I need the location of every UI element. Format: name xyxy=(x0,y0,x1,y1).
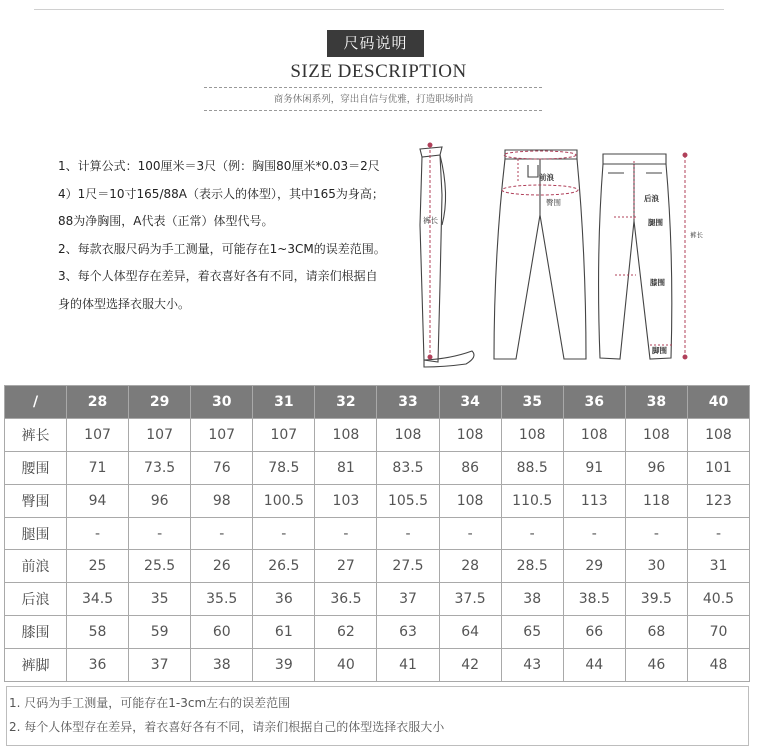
table-cell: 27 xyxy=(315,550,377,583)
table-cell: 71 xyxy=(67,451,129,484)
table-cell: 25.5 xyxy=(129,550,191,583)
table-cell: 31 xyxy=(687,550,749,583)
size-table xyxy=(4,385,750,682)
table-cell: 41 xyxy=(377,649,439,682)
table-cell: 61 xyxy=(253,616,315,649)
label-hip: 臀围 xyxy=(546,198,561,207)
table-cell: 36 xyxy=(67,649,129,682)
table-cell: 98 xyxy=(191,484,253,517)
table-cell: 46 xyxy=(625,649,687,682)
table-cell: 108 xyxy=(439,484,501,517)
table-cell: 42 xyxy=(439,649,501,682)
table-cell: 73.5 xyxy=(129,451,191,484)
table-cell: 28.5 xyxy=(501,550,563,583)
table-cell: - xyxy=(377,517,439,550)
table-cell: 62 xyxy=(315,616,377,649)
table-cell: 39 xyxy=(253,649,315,682)
table-cell: 118 xyxy=(625,484,687,517)
table-cell: 110.5 xyxy=(501,484,563,517)
table-cell: 76 xyxy=(191,451,253,484)
subtitle-divider-bottom xyxy=(204,110,542,111)
table-cell: 96 xyxy=(129,484,191,517)
table-cell: 91 xyxy=(563,451,625,484)
table-cell: 37 xyxy=(377,583,439,616)
table-cell: - xyxy=(253,517,315,550)
table-row xyxy=(5,550,750,583)
table-cell: 101 xyxy=(687,451,749,484)
table-cell: 107 xyxy=(67,418,129,451)
table-cell: 26.5 xyxy=(253,550,315,583)
corner-cell: / xyxy=(5,386,67,419)
row-label: 前浪 xyxy=(5,550,67,583)
table-cell: 108 xyxy=(315,418,377,451)
footnotes xyxy=(6,686,749,746)
table-cell: 68 xyxy=(625,616,687,649)
label-thigh: 腿围 xyxy=(648,218,663,227)
table-cell: 108 xyxy=(377,418,439,451)
table-cell: 34.5 xyxy=(67,583,129,616)
size-header: 38 xyxy=(625,386,687,419)
note-line: 1、计算公式：100厘米＝3尺（例：胸围80厘米*0.03＝2尺 xyxy=(58,159,380,173)
table-cell: 66 xyxy=(563,616,625,649)
row-label: 腿围 xyxy=(5,517,67,550)
table-cell: 36.5 xyxy=(315,583,377,616)
table-cell: 107 xyxy=(253,418,315,451)
table-cell: 58 xyxy=(67,616,129,649)
table-cell: 81 xyxy=(315,451,377,484)
size-notes xyxy=(58,153,403,318)
table-cell: 27.5 xyxy=(377,550,439,583)
table-cell: 105.5 xyxy=(377,484,439,517)
row-label: 臀围 xyxy=(5,484,67,517)
label-length-left: 裤长 xyxy=(423,216,438,225)
table-cell: 108 xyxy=(439,418,501,451)
table-cell: 30 xyxy=(625,550,687,583)
table-cell: 100.5 xyxy=(253,484,315,517)
table-cell: 78.5 xyxy=(253,451,315,484)
table-cell: - xyxy=(315,517,377,550)
size-header: 30 xyxy=(191,386,253,419)
table-cell: 108 xyxy=(501,418,563,451)
table-cell: 43 xyxy=(501,649,563,682)
table-cell: 107 xyxy=(191,418,253,451)
table-cell: 108 xyxy=(625,418,687,451)
size-header: 31 xyxy=(253,386,315,419)
table-row xyxy=(5,517,750,550)
row-label: 裤脚 xyxy=(5,649,67,682)
table-cell: 26 xyxy=(191,550,253,583)
size-header: 34 xyxy=(439,386,501,419)
table-cell: 35.5 xyxy=(191,583,253,616)
table-cell: 123 xyxy=(687,484,749,517)
table-row xyxy=(5,484,750,517)
size-header: 28 xyxy=(67,386,129,419)
label-back-rise: 后浪 xyxy=(644,194,659,203)
table-cell: 38 xyxy=(191,649,253,682)
table-cell: - xyxy=(67,517,129,550)
top-divider xyxy=(34,9,724,10)
table-cell: 59 xyxy=(129,616,191,649)
table-cell: 96 xyxy=(625,451,687,484)
table-cell: 113 xyxy=(563,484,625,517)
footnote: 2. 每个人体型存在差异，着衣喜好各有不同，请亲们根据自己的体型选择衣服大小 xyxy=(9,720,445,734)
note-line: 2、每款衣服尺码为手工测量，可能存在1~3CM的误差范围。 xyxy=(58,241,386,256)
table-cell: 35 xyxy=(129,583,191,616)
table-cell: - xyxy=(501,517,563,550)
title-badge: 尺码说明 xyxy=(327,30,424,57)
row-label: 腰围 xyxy=(5,451,67,484)
table-row xyxy=(5,583,750,616)
table-cell: 108 xyxy=(687,418,749,451)
note-line: 3、每个人体型存在差异，着衣喜好各有不同，请亲们根据自 xyxy=(58,269,378,283)
table-row xyxy=(5,418,750,451)
size-header: 40 xyxy=(687,386,749,419)
size-header: 32 xyxy=(315,386,377,419)
size-header: 36 xyxy=(563,386,625,419)
table-cell: 64 xyxy=(439,616,501,649)
table-cell: 94 xyxy=(67,484,129,517)
table-cell: 40 xyxy=(315,649,377,682)
table-cell: 38 xyxy=(501,583,563,616)
table-cell: 36 xyxy=(253,583,315,616)
size-header: 29 xyxy=(129,386,191,419)
table-cell: 38.5 xyxy=(563,583,625,616)
size-header: 33 xyxy=(377,386,439,419)
table-cell: 37 xyxy=(129,649,191,682)
note-line: 身的体型选择衣服大小。 xyxy=(58,296,191,311)
table-cell: 88.5 xyxy=(501,451,563,484)
table-cell: - xyxy=(191,517,253,550)
table-cell: 86 xyxy=(439,451,501,484)
subtitle-divider-top xyxy=(204,87,542,88)
table-cell: 63 xyxy=(377,616,439,649)
table-cell: 83.5 xyxy=(377,451,439,484)
table-cell: 70 xyxy=(687,616,749,649)
label-length-right: 裤长 xyxy=(690,231,703,239)
table-cell: 103 xyxy=(315,484,377,517)
label-hem: 脚围 xyxy=(652,346,667,355)
table-cell: - xyxy=(563,517,625,550)
table-cell: - xyxy=(129,517,191,550)
footnote: 1. 尺码为手工测量，可能存在1-3cm左右的误差范围 xyxy=(9,696,291,710)
table-cell: - xyxy=(439,517,501,550)
subtitle: 商务休闲系列，穿出自信与优雅，打造职场时尚 xyxy=(273,94,474,105)
table-cell: 48 xyxy=(687,649,749,682)
size-header: 35 xyxy=(501,386,563,419)
table-cell: 108 xyxy=(563,418,625,451)
table-row xyxy=(5,649,750,682)
pants-measurement-diagram xyxy=(410,135,710,375)
table-cell: - xyxy=(687,517,749,550)
page-title: SIZE DESCRIPTION xyxy=(290,61,467,82)
row-label: 后浪 xyxy=(5,583,67,616)
table-cell: 28 xyxy=(439,550,501,583)
row-label: 裤长 xyxy=(5,418,67,451)
table-cell: 40.5 xyxy=(687,583,749,616)
table-cell: - xyxy=(625,517,687,550)
note-line: 4）1尺＝10寸165/88A（表示人的体型），其中165为身高； xyxy=(58,186,384,201)
table-cell: 107 xyxy=(129,418,191,451)
note-line: 88为净胸围，A代表（正常）体型代号。 xyxy=(58,214,274,228)
table-cell: 37.5 xyxy=(439,583,501,616)
table-row xyxy=(5,451,750,484)
table-row xyxy=(5,616,750,649)
table-cell: 65 xyxy=(501,616,563,649)
table-cell: 60 xyxy=(191,616,253,649)
label-knee: 膝围 xyxy=(650,278,665,287)
table-cell: 39.5 xyxy=(625,583,687,616)
table-cell: 29 xyxy=(563,550,625,583)
table-cell: 25 xyxy=(67,550,129,583)
row-label: 膝围 xyxy=(5,616,67,649)
label-front-rise: 前浪 xyxy=(539,173,554,182)
table-cell: 44 xyxy=(563,649,625,682)
size-header-row xyxy=(5,386,750,419)
